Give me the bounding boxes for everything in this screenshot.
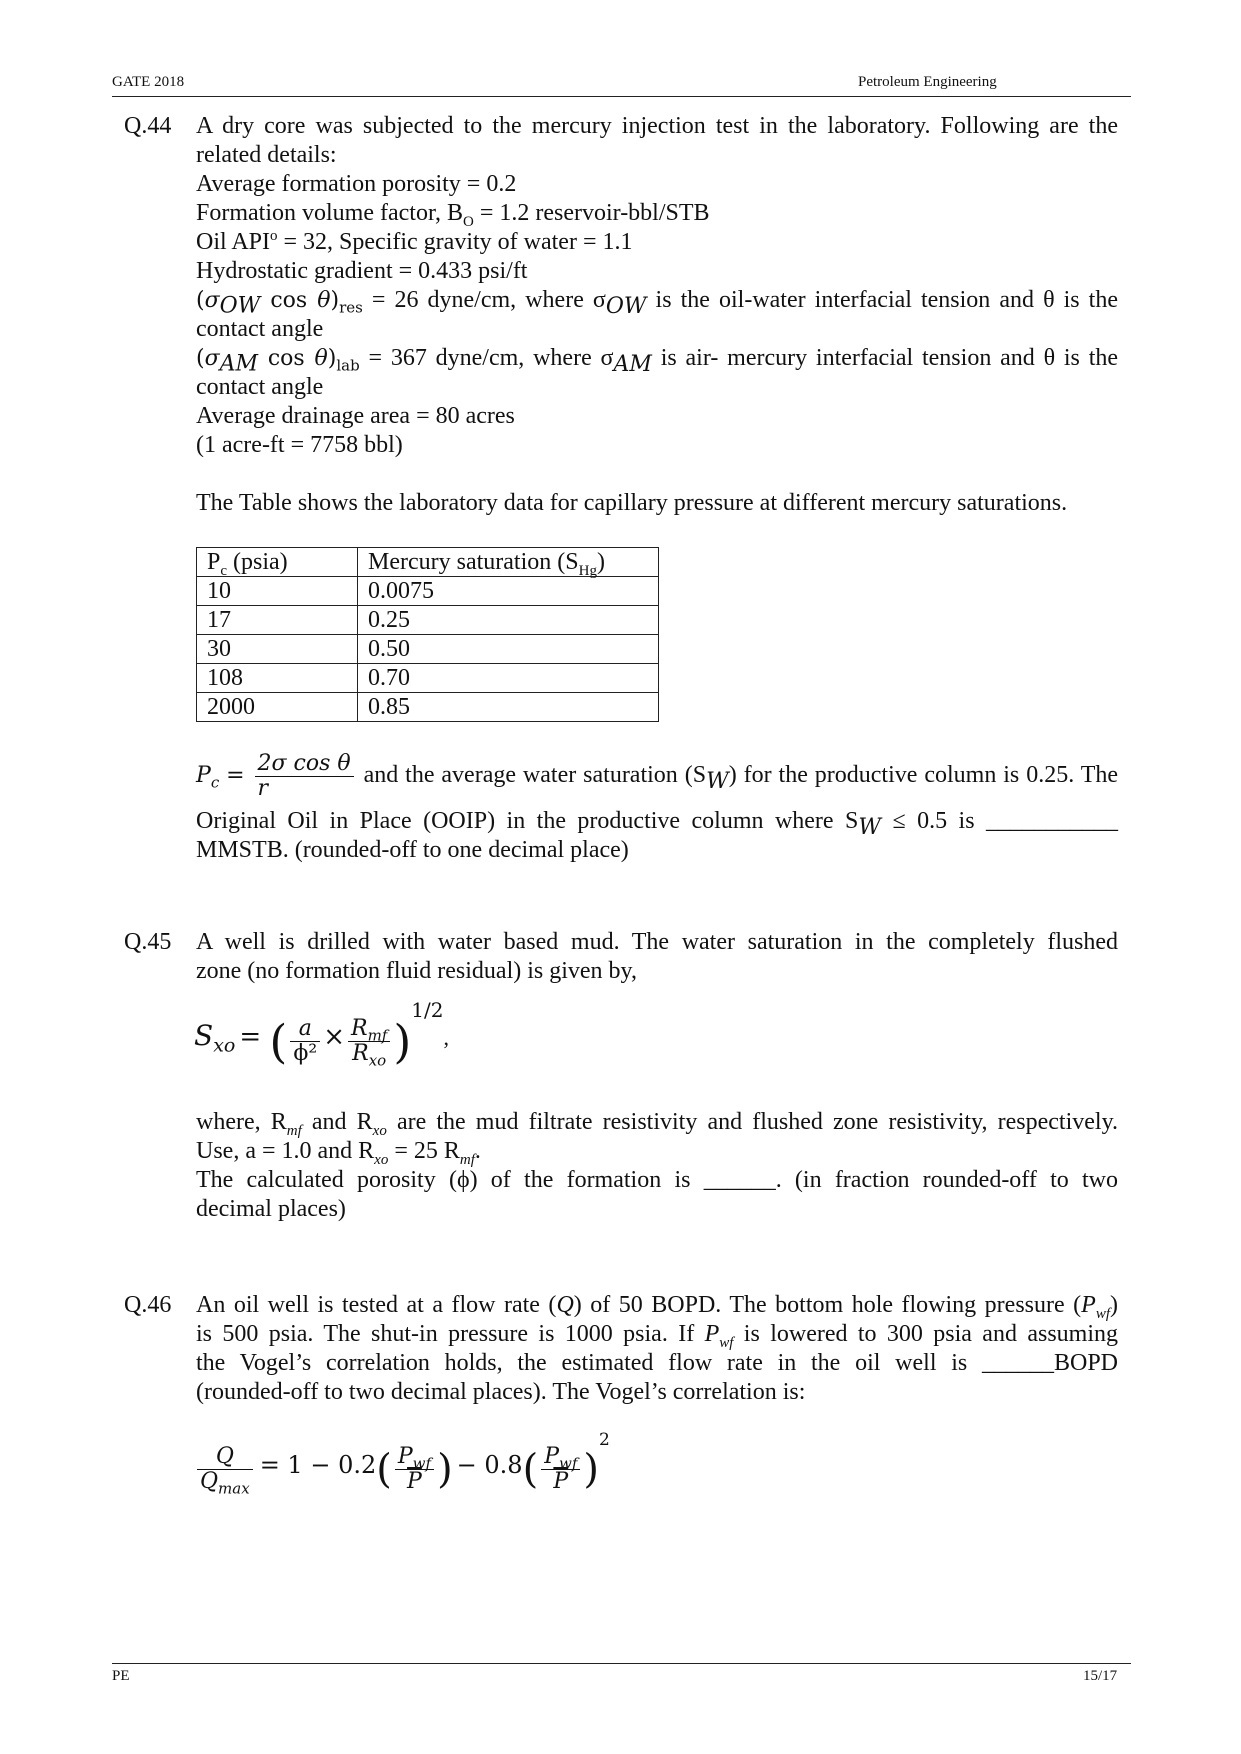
table-row: [197, 635, 659, 664]
q44-porosity: Average formation porosity = 0.2: [196, 171, 517, 197]
q45-calc-line1: The calculated porosity (ϕ) of the formation is ______. (in fraction rounded-off to two: [196, 1167, 1118, 1193]
q45-number: Q.45: [124, 929, 172, 955]
q45-calc-line2: decimal places): [196, 1196, 346, 1222]
table-row: [197, 664, 659, 693]
table-cell: 10: [197, 577, 358, 606]
q46-line4: (rounded-off to two decimal places). The Vogel’s correlation is:: [196, 1379, 806, 1405]
table-cell: 30: [197, 635, 358, 664]
table-cell: 2000: [197, 693, 358, 722]
table-cell: 108: [197, 664, 358, 693]
q44-ooip-line2: MMSTB. (rounded-off to one decimal place): [196, 837, 629, 864]
q44-am-line2: contact angle: [196, 374, 324, 400]
footer-paper-code: PE: [112, 1668, 130, 1684]
q44-number: Q.44: [124, 113, 172, 139]
table-header-pc: $P_c$ (psia): [197, 548, 358, 577]
q45-line2: zone (no formation fluid residual) is given by,: [196, 958, 637, 984]
table-cell: 0.70: [358, 664, 659, 693]
q44-body: [196, 112, 1118, 518]
q46-number: Q.46: [124, 1292, 172, 1318]
q44-api: Oil $API^o = 32$, Specific gravity of water = 1.1: [196, 228, 633, 255]
header-rule: [112, 96, 1131, 97]
q45-body-2: [196, 1108, 1118, 1224]
q44-area: Average drainage area = 80 acres: [196, 403, 515, 429]
q44-table-intro: The Table shows the laboratory data for capillary pressure at different mercury saturations.: [196, 490, 1068, 516]
q45-use: Use, a = 1.0 and $R_{xo} = 25$ $R_{mf}$.: [196, 1138, 481, 1168]
table-cell: 0.0075: [358, 577, 659, 606]
table-cell: 0.85: [358, 693, 659, 722]
q46-line3: the Vogel’s correlation holds, the estimated flow rate in the oil well is ______BOPD: [196, 1350, 1118, 1376]
q44-ow-line1: ($\sigma_{OW}$ $\cos \theta)_{res} = 26$ dyne/cm, where $\sigma_{OW}$ is the oil-water interfacial tension and θ is the: [196, 287, 1118, 319]
table-cell: 0.50: [358, 635, 659, 664]
q45-body: [196, 928, 1118, 986]
q46-body: [196, 1291, 1118, 1407]
q44-pc-formula-line: $P_c$ = $\frac{\text{2σ cos θ}}{r}$ and the average water saturation $(S_W)$ for the productive column is 0.25. The: [196, 751, 1119, 802]
q44-conversion: (1 acre-ft = 7758 bbl): [196, 432, 403, 458]
table-row: [197, 606, 659, 635]
pc-table-container: [196, 547, 659, 722]
q45-line1: A well is drilled with water based mud. The water saturation in the completely flushed: [196, 929, 1118, 955]
footer-rule: [112, 1663, 1131, 1664]
table-row: [197, 693, 659, 722]
q44-gradient: Hydrostatic gradient = 0.433 psi/ft: [196, 258, 528, 284]
q44-question-text: [196, 752, 1118, 865]
q46-line1: An oil well is tested at a flow rate (Q) of 50 BOPD. The bottom hole flowing pressure $(P_{wf})$: [196, 1292, 1119, 1322]
q44-ooip-line: Original Oil in Place (OOIP) in the productive column where $S_W \le 0.5$ is ___________: [196, 808, 1118, 841]
pc-table: [196, 547, 659, 722]
table-header-saturation: Mercury saturation $(S_{Hg})$: [358, 548, 659, 577]
footer-page-number: 15/17: [1083, 1668, 1118, 1684]
q44-am-line1: ($\sigma_{AM}$ $\cos \theta)_{lab} = 367$ dyne/cm, where $\sigma_{AM}$ is air- mercury interfacial tension and θ is the: [196, 345, 1119, 377]
header-subject: Petroleum Engineering: [858, 74, 997, 90]
q44-intro-line2: related details:: [196, 142, 337, 168]
q44-fvf: Formation volume factor, $B_O = 1.2$ reservoir-bbl/STB: [196, 200, 710, 230]
table-row: [197, 577, 659, 606]
header-exam-name: GATE 2018: [112, 74, 185, 90]
q44-intro-line1: A dry core was subjected to the mercury injection test in the laboratory. Following are the: [196, 113, 1118, 139]
q44-ow-line2: contact angle: [196, 316, 324, 342]
q45-formula: $S_{xo}$ = ( $\frac{a}{\text{ϕ²}}$ × $\frac{R_{mf}}{R_{xo}}$ )$^{1/2}$,: [194, 998, 449, 1070]
table-cell: 17: [197, 606, 358, 635]
q46-vogel-formula: $\frac{Q}{Q_{max}}$ = 1 − 0.2( $\frac{P_{wf}}{P}$ ) − 0.8( $\frac{P_{wf}}{P}$ )$^2$: [194, 1440, 610, 1494]
table-header-row: [197, 548, 659, 577]
table-cell: 0.25: [358, 606, 659, 635]
q46-line2: is 500 psia. The shut-in pressure is 1000 psia. If $P_{wf}$ is lowered to 300 psia and assuming: [196, 1321, 1119, 1351]
q45-where: where, $R_{mf}$ and $R_{xo}$ are the mud filtrate resistivity and flushed zone resistivity, respectively.: [196, 1109, 1119, 1139]
